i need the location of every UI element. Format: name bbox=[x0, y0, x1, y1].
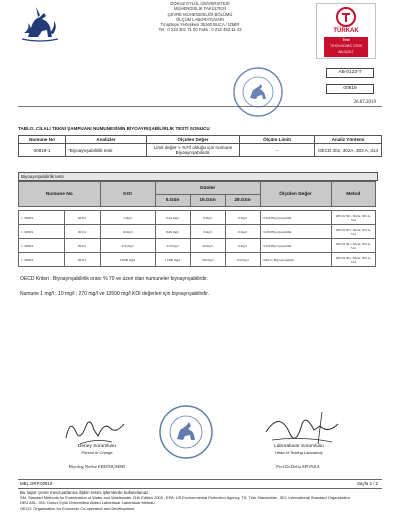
method-cell: OECD 301, 302A, 303 A, 314 bbox=[315, 144, 382, 157]
laboratory-seal-stamp-bottom bbox=[158, 404, 214, 460]
day5-cell: 11500 mg/l bbox=[155, 253, 190, 267]
method-cell: OECD 301, 302A, 303 A, 314 bbox=[331, 253, 375, 267]
sample-code-cell: 1 -00819 bbox=[19, 253, 65, 267]
header-line: ÖLÇÜM LABORATUVARI bbox=[175, 16, 224, 22]
summary-table bbox=[18, 135, 382, 157]
table-row bbox=[19, 239, 376, 253]
table2-header-row bbox=[19, 182, 376, 195]
footer-notes bbox=[20, 490, 380, 511]
oecd-criterion-note: OECD Kriteri : Biyoayrışabilirlik oranı % 70 ve üzeri olan numuneler biyoayrışabilirdir. bbox=[20, 276, 208, 282]
day-header: 15.Gün bbox=[190, 195, 225, 207]
footer-divider-2 bbox=[18, 488, 382, 489]
biodegradability-table bbox=[18, 181, 376, 267]
day5-cell: 210 mg/l bbox=[155, 239, 190, 253]
measured-cell: %99,11 Biyoayrışabilir bbox=[260, 253, 331, 267]
accreditation-standard: TS EN ISO/IEC 17025 bbox=[330, 44, 362, 48]
report-number-box: 00819 bbox=[326, 84, 374, 94]
left-role-en: Person in Charge bbox=[81, 450, 113, 455]
day28-cell: 0 mg/l bbox=[225, 225, 260, 239]
day28-cell: 0 mg/l bbox=[225, 211, 260, 225]
method-cell: OECD 301, 302A, 303 A, 314 bbox=[331, 239, 375, 253]
left-role-tr: Deney Sorumlusu bbox=[77, 444, 117, 449]
measured-value-cell: Limit değer > %70 olduğu için numune Biyoayrışabilirdir. bbox=[147, 144, 240, 157]
report-date: 26.07.2019 bbox=[353, 100, 376, 105]
day5-cell: 8,49 mg/l bbox=[155, 225, 190, 239]
column-header: Ölçüm Limiti bbox=[240, 136, 315, 144]
day15-cell: 0 mg/l bbox=[190, 211, 225, 225]
day15-cell: 39 mg/l bbox=[190, 239, 225, 253]
sub-code-cell: 00112 bbox=[64, 253, 100, 267]
right-signer-name: Prof.Dr.Delia SPONZA bbox=[276, 464, 320, 469]
koi-cell: 1 mg/l bbox=[100, 211, 155, 225]
footer-divider bbox=[18, 479, 382, 480]
summary-table-header-row bbox=[19, 136, 382, 144]
turkak-brand: TÜRKAK bbox=[333, 28, 359, 34]
section-title: Biyoayrışabilirlik testi bbox=[18, 172, 378, 181]
lab-code-box: AB-0123-T bbox=[326, 68, 374, 78]
table-row bbox=[19, 211, 376, 225]
koi-cell: 13500 mg/l bbox=[100, 253, 155, 267]
column-header: Analizler bbox=[66, 136, 147, 144]
limit-cell: -- bbox=[240, 144, 315, 157]
sample-code-cell: 1 -00819 bbox=[19, 211, 65, 225]
right-role-tr: Laboratuvar Sorumlusu bbox=[274, 444, 324, 449]
day28-cell: 0 mg/l bbox=[225, 239, 260, 253]
header-line: Tel : 0 232 301 71 00 Faks : 0 232 453 11 43 bbox=[158, 27, 242, 33]
sample-number-header: Numune No bbox=[19, 182, 101, 207]
method-cell: OECD 301, 302A, 303 A, 314 bbox=[331, 225, 375, 239]
page-number: Sayfa 2 / 2 bbox=[357, 481, 378, 486]
footer-line: DEU ASL: 001: Dokuz Eylül Üniversitesi Atıksu Laboratuar Laboratuar Metodu. bbox=[20, 500, 156, 506]
column-header: Analiz Yöntemi bbox=[315, 136, 382, 144]
analysis-cell: *Biyoayrışabilirlik testi bbox=[66, 144, 147, 157]
university-logo bbox=[18, 3, 62, 45]
document-code: MBL.DRP.00819 bbox=[20, 481, 53, 486]
koi-header: KOI bbox=[100, 182, 155, 207]
day28-cell: 120 mg/l bbox=[225, 253, 260, 267]
right-role-en: Head of Testing Laboratory bbox=[274, 450, 324, 455]
day5-cell: 0,24 mg/l bbox=[155, 211, 190, 225]
method-header: Metod bbox=[331, 182, 375, 207]
sub-code-cell: 00112 bbox=[64, 225, 100, 239]
institution-header bbox=[130, 1, 270, 33]
result-summary-note: Numune 1 mg/l ; 10 mg/l ; 270 mg/l ve 13500 mg/l KOI değerleri için biyoayrışabilirdir. bbox=[20, 291, 209, 297]
accreditation-type: Test bbox=[342, 38, 350, 42]
sample-code-cell: 1 -00819 bbox=[19, 225, 65, 239]
measured-cell: %100 Biyoayrışabilir bbox=[260, 211, 331, 225]
header-line: DOKUZ EYLÜL ÜNİVERSİTESİ bbox=[170, 1, 230, 6]
koi-cell: 10 mg/l bbox=[100, 225, 155, 239]
table1-title: TABLO. CİLALI TEKNİ ŞAMPUANI NUMUNESİNİN BİYOAYRIŞABİLİRLİK TESTİ SONUCU bbox=[18, 126, 210, 131]
day-header: 28.Gün bbox=[225, 195, 260, 207]
footer-line: Bu rapor çevre mevzuatlarına ilişkin resmi işlemlerde kullanılamaz. bbox=[20, 490, 150, 495]
turkak-accreditation-mark bbox=[316, 3, 376, 59]
table-row bbox=[19, 253, 376, 267]
day15-cell: 790 mg/l bbox=[190, 253, 225, 267]
left-signer-name: Biyolog Nefise ERDİNÇMER bbox=[68, 464, 126, 469]
header-line: MÜHENDİSLİK FAKÜLTESİ bbox=[173, 6, 227, 12]
measured-header: Ölçülen Değer bbox=[260, 182, 331, 207]
measured-cell: %100 Biyoayrışabilir bbox=[260, 239, 331, 253]
table-row bbox=[19, 225, 376, 239]
footer-line: OECD: Organisation for Economic Co-operation and Development bbox=[20, 505, 135, 511]
method-cell: OECD 301, 302A, 303 A, 314 bbox=[331, 211, 375, 225]
laboratory-seal-stamp-top bbox=[232, 66, 284, 118]
header-divider bbox=[18, 106, 382, 107]
header-line: Tınaztepe Yerleşkesi 35160 BUCA / İZMİR bbox=[160, 22, 240, 28]
measured-cell: %100 Biyoayrışabilir bbox=[260, 225, 331, 239]
footer-line: SM: Standart Methods for Examination of Water and Wastewater 21th Edition 2005 , EPA: US Environmental Protection Agency, TS: Türk Standartları, ISO: International Standard Organization bbox=[20, 494, 350, 500]
sample-code-cell: 1 -00819 bbox=[19, 239, 65, 253]
column-header: Ölçülen Değer bbox=[147, 136, 240, 144]
day-header: 5.Gün bbox=[155, 195, 190, 207]
koi-cell: 270 mg/l bbox=[100, 239, 155, 253]
sub-code-cell: 00112 bbox=[64, 211, 100, 225]
accreditation-number: AB-0123-T bbox=[338, 50, 354, 54]
header-line: ÇEVRE MÜHENDİSLİĞİ BÖLÜMÜ bbox=[167, 11, 233, 17]
day15-cell: 0 mg/l bbox=[190, 225, 225, 239]
summary-table-row bbox=[19, 144, 382, 157]
days-header: Günler bbox=[155, 182, 260, 195]
sub-code-cell: 00112 bbox=[64, 239, 100, 253]
column-header: Numune No bbox=[19, 136, 66, 144]
sample-number-cell: 00819-1 bbox=[19, 144, 66, 157]
